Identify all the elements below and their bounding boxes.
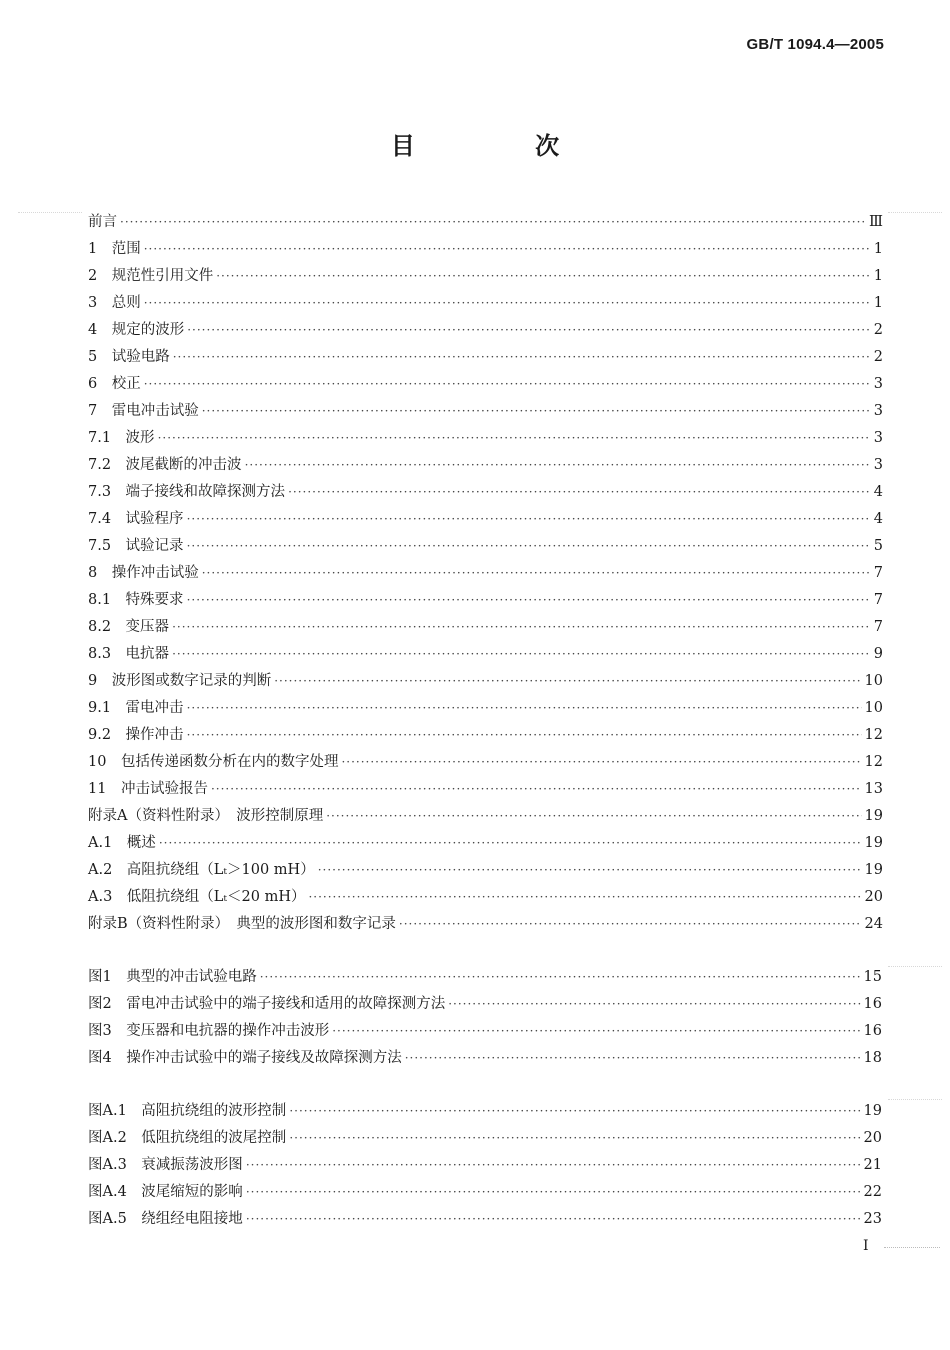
margin-mark (18, 212, 82, 213)
toc-entry-label: 9 波形图或数字记录的判断 (88, 673, 272, 689)
toc-entry-page: 7 (873, 592, 883, 608)
toc-entry-9[interactable] (88, 668, 883, 695)
figure-entry-label: 图A.5 绕组经电阻接地 (88, 1211, 243, 1227)
toc-entry-label: 7.1 波形 (88, 430, 155, 446)
toc-entry-page: 2 (873, 322, 883, 338)
margin-mark (888, 212, 942, 213)
dot-leader (341, 749, 861, 776)
toc-entry-page: 24 (864, 916, 883, 932)
figure-entry-a-2[interactable] (88, 1125, 882, 1152)
toc-entry-label: 1 范围 (88, 241, 141, 257)
dot-leader (245, 452, 870, 479)
toc-entry-page: 12 (864, 754, 883, 770)
toc-entry-label: 8.1 特殊要求 (88, 592, 184, 608)
toc-entry-1[interactable] (88, 236, 883, 263)
figure-entry-page: 15 (863, 969, 882, 985)
toc-entry-label: 6 校正 (88, 376, 141, 392)
toc-entry-page: 3 (873, 457, 883, 473)
dot-leader (405, 1045, 861, 1072)
toc-entry-page: 3 (873, 403, 883, 419)
toc-entry-label: A.2 高阻抗绕组（Lₜ＞100 mH） (88, 862, 315, 878)
dot-leader (289, 1098, 860, 1125)
dot-leader (187, 317, 870, 344)
dot-leader (399, 911, 862, 938)
toc-entry-label: 11 冲击试验报告 (88, 781, 208, 797)
figure-entry-page: 19 (863, 1103, 882, 1119)
toc-entry-page: 7 (873, 619, 883, 635)
toc-entry-page: 1 (873, 295, 883, 311)
figure-list (88, 964, 882, 1072)
toc-entry-page: 19 (864, 862, 883, 878)
toc-entry-9-2[interactable] (88, 722, 883, 749)
toc-entry-5[interactable] (88, 344, 883, 371)
toc-list (88, 209, 883, 938)
toc-entry-label: 前言 (88, 214, 117, 230)
figure-entry-label: 图A.4 波尾缩短的影响 (88, 1184, 243, 1200)
toc-entry-page: 3 (873, 376, 883, 392)
standard-number: GB/T 1094.4—2005 (746, 36, 884, 53)
toc-entry-4[interactable] (88, 317, 883, 344)
toc-entry-3[interactable] (88, 290, 883, 317)
toc-entry-label: A.1 概述 (88, 835, 156, 851)
dot-leader (318, 857, 862, 884)
page-number: Ⅰ (863, 1238, 869, 1254)
figure-entry-label: 图A.2 低阻抗绕组的波尾控制 (88, 1130, 287, 1146)
toc-entry-page: 5 (873, 538, 883, 554)
dot-leader (144, 290, 870, 317)
toc-entry-label: 2 规范性引用文件 (88, 268, 214, 284)
toc-entry-label: 4 规定的波形 (88, 322, 185, 338)
toc-entry-label: 5 试验电路 (88, 349, 170, 365)
footer-dotted-line (884, 1247, 940, 1248)
toc-entry-label: 9.1 雷电冲击 (88, 700, 184, 716)
toc-entry-7-3[interactable] (88, 479, 883, 506)
toc-entry-8[interactable] (88, 560, 883, 587)
margin-mark (888, 1099, 942, 1100)
figure-entry-label: 图4 操作冲击试验中的端子接线及故障探测方法 (88, 1050, 402, 1066)
figure-entry-label: 图3 变压器和电抗器的操作冲击波形 (88, 1023, 330, 1039)
dot-leader (159, 830, 862, 857)
figure-entry-a-1[interactable] (88, 1098, 882, 1125)
dot-leader (144, 371, 870, 398)
toc-entry-label: 8.3 电抗器 (88, 646, 170, 662)
dot-leader (216, 263, 870, 290)
dot-leader (172, 614, 870, 641)
toc-entry-8-1[interactable] (88, 587, 883, 614)
dot-leader (187, 695, 862, 722)
dot-leader (172, 641, 870, 668)
figure-entry-page: 16 (863, 996, 882, 1012)
toc-entry-8-2[interactable] (88, 614, 883, 641)
toc-entry-a-2[interactable] (88, 857, 883, 884)
dot-leader (326, 803, 861, 830)
toc-entry-page: 2 (873, 349, 883, 365)
toc-entry-page: 7 (873, 565, 883, 581)
figure-entry-page: 21 (863, 1157, 882, 1173)
figure-entry-1[interactable] (88, 964, 882, 991)
dot-leader (246, 1152, 861, 1179)
figure-entry-a-3[interactable] (88, 1152, 882, 1179)
toc-entry-a-1[interactable] (88, 830, 883, 857)
toc-entry-annex-a[interactable] (88, 803, 883, 830)
toc-entry-page: 19 (864, 835, 883, 851)
dot-leader (173, 344, 870, 371)
toc-entry-page: 13 (864, 781, 883, 797)
dot-leader (332, 1018, 860, 1045)
figure-entry-a-5[interactable] (88, 1206, 882, 1233)
toc-entry-label: 8.2 变压器 (88, 619, 170, 635)
figure-entry-a-4[interactable] (88, 1179, 882, 1206)
toc-entry-page: 1 (873, 268, 883, 284)
figure-entry-3[interactable] (88, 1018, 882, 1045)
toc-entry-label: 10 包括传递函数分析在内的数字处理 (88, 754, 339, 770)
dot-leader (288, 479, 870, 506)
figure-entry-label: 图A.3 衰减振荡波形图 (88, 1157, 243, 1173)
margin-mark (888, 966, 942, 967)
dot-leader (202, 398, 870, 425)
page-title: 目 次 (390, 132, 616, 160)
dot-leader (158, 425, 870, 452)
dot-leader (448, 991, 860, 1018)
toc-entry-10[interactable] (88, 749, 883, 776)
toc-entry-page: 10 (864, 673, 883, 689)
toc-entry-page: 12 (864, 727, 883, 743)
toc-entry-label: 7.2 波尾截断的冲击波 (88, 457, 242, 473)
dot-leader (246, 1206, 861, 1233)
dot-leader (289, 1125, 860, 1152)
toc-entry-annex-b[interactable] (88, 911, 883, 938)
toc-entry-page: 3 (873, 430, 883, 446)
dot-leader (308, 884, 861, 911)
dot-leader (187, 533, 870, 560)
toc-entry-label: 7.5 试验记录 (88, 538, 184, 554)
toc-entry-label: 附录B（资料性附录） 典型的波形图和数字记录 (88, 916, 396, 932)
toc-entry-8-3[interactable] (88, 641, 883, 668)
toc-entry-label: 7 雷电冲击试验 (88, 403, 199, 419)
dot-leader (187, 587, 870, 614)
toc-entry-a-3[interactable] (88, 884, 883, 911)
toc-entry-7-5[interactable] (88, 533, 883, 560)
figure-entry-page: 16 (863, 1023, 882, 1039)
figure-entry-label: 图1 典型的冲击试验电路 (88, 969, 257, 985)
figure-entry-page: 18 (863, 1050, 882, 1066)
dot-leader (260, 964, 861, 991)
figure-entry-4[interactable] (88, 1045, 882, 1072)
figure-entry-page: 20 (863, 1130, 882, 1146)
toc-entry-6[interactable] (88, 371, 883, 398)
toc-entry-label: 9.2 操作冲击 (88, 727, 184, 743)
dot-leader (120, 209, 866, 236)
toc-entry-page: 9 (873, 646, 883, 662)
dot-leader (274, 668, 861, 695)
dot-leader (202, 560, 870, 587)
toc-entry-page: 4 (873, 511, 883, 527)
figure-entry-page: 23 (863, 1211, 882, 1227)
toc-entry-page: Ⅲ (869, 214, 883, 230)
toc-entry-page: 19 (864, 808, 883, 824)
toc-entry-page: 1 (873, 241, 883, 257)
appendix-figure-list (88, 1098, 882, 1233)
toc-entry-label: 8 操作冲击试验 (88, 565, 199, 581)
toc-entry-page: 20 (864, 889, 883, 905)
dot-leader (187, 506, 870, 533)
toc-entry-9-1[interactable] (88, 695, 883, 722)
toc-entry-7-4[interactable] (88, 506, 883, 533)
toc-entry-label: A.3 低阻抗绕组（Lₜ＜20 mH） (88, 889, 306, 905)
toc-entry-label: 7.4 试验程序 (88, 511, 184, 527)
toc-entry-11[interactable] (88, 776, 883, 803)
figure-entry-label: 图A.1 高阻抗绕组的波形控制 (88, 1103, 287, 1119)
toc-entry-page: 10 (864, 700, 883, 716)
toc-entry-7-2[interactable] (88, 452, 883, 479)
dot-leader (187, 722, 862, 749)
figure-entry-label: 图2 雷电冲击试验中的端子接线和适用的故障探测方法 (88, 996, 446, 1012)
toc-entry-label: 附录A（资料性附录） 波形控制原理 (88, 808, 324, 824)
toc-entry-label: 7.3 端子接线和故障探测方法 (88, 484, 286, 500)
figure-entry-page: 22 (863, 1184, 882, 1200)
toc-entry-7[interactable] (88, 398, 883, 425)
dot-leader (144, 236, 870, 263)
dot-leader (246, 1179, 861, 1206)
figure-entry-2[interactable] (88, 991, 882, 1018)
toc-entry-foreword[interactable] (88, 209, 883, 236)
toc-entry-label: 3 总则 (88, 295, 141, 311)
toc-entry-7-1[interactable] (88, 425, 883, 452)
dot-leader (211, 776, 862, 803)
toc-entry-page: 4 (873, 484, 883, 500)
toc-entry-2[interactable] (88, 263, 883, 290)
